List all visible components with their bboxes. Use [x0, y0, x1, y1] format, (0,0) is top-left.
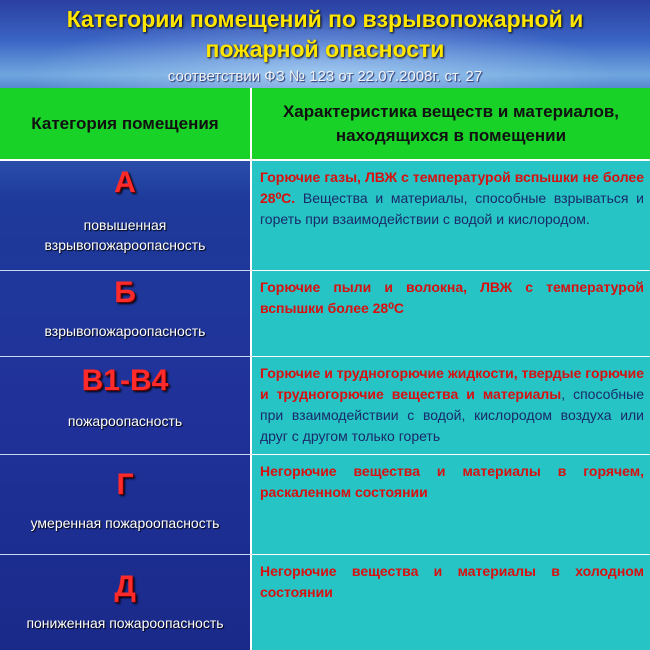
description-text: , способные при взаимодействии с водой, кислородом воздуха или друг с другом только гореть: [260, 386, 644, 444]
page-title: [0, 4, 650, 64]
category-letter: Г: [116, 468, 134, 501]
title-line-1: Категории помещений по взрывопожарной и: [66, 6, 584, 32]
category-letter: Д: [114, 570, 136, 603]
description-text: Вещества и материалы, способные взрываться и гореть при взаимодействии с водой и кислородом.: [260, 190, 644, 227]
category-cell-d: [0, 555, 252, 650]
description-cell-g: [252, 455, 650, 555]
description-highlight: Горючие газы, ЛВЖ с температурой вспышки не более 28⁰С.: [260, 169, 644, 206]
categories-table: [0, 88, 650, 650]
description-highlight: Негорючие вещества и материалы в холодном состоянии: [260, 563, 644, 600]
column-header-characteristics-line-1: Характеристика веществ и материалов,: [282, 101, 620, 121]
danger-level-line-1: умеренная пожароопасность: [30, 515, 220, 531]
column-header-characteristics: [252, 88, 650, 161]
description-cell-b: [252, 271, 650, 357]
danger-level-line-1: взрывопожароопасность: [44, 323, 206, 339]
column-header-category: Категория помещения: [0, 88, 252, 161]
category-letter: А: [114, 166, 136, 199]
category-cell-b: [0, 271, 252, 357]
description-cell-a: [252, 161, 650, 271]
danger-level-line-2: взрывопожароопасность: [44, 237, 206, 253]
danger-level-line-1: пожароопасность: [67, 413, 183, 429]
category-cell-v1-v4: [0, 357, 252, 455]
page-subtitle: соответствии ФЗ № 123 от 22.07.2008г. ст. 27: [167, 68, 483, 85]
description-cell-v1-v4: [252, 357, 650, 455]
description-cell-d: [252, 555, 650, 650]
description-highlight: Горючие пыли и волокна, ЛВЖ с температурой вспышки более 28⁰С: [260, 279, 644, 316]
category-cell-g: [0, 455, 252, 555]
danger-level-line-1: пониженная пожароопасность: [26, 615, 224, 631]
description-highlight: Горючие и трудногорючие жидкости, твердые горючие и трудногорючие вещества и материалы: [260, 365, 644, 402]
title-line-2: пожарной опасности: [205, 36, 445, 62]
column-header-characteristics-line-2: находящихся в помещении: [335, 125, 567, 145]
description-highlight: Негорючие вещества и материалы в горячем, раскаленном состоянии: [260, 463, 644, 500]
category-letter: В1-В4: [81, 364, 169, 397]
category-cell-a: [0, 161, 252, 271]
category-letter: Б: [114, 276, 136, 309]
danger-level-line-1: повышенная: [83, 217, 167, 233]
